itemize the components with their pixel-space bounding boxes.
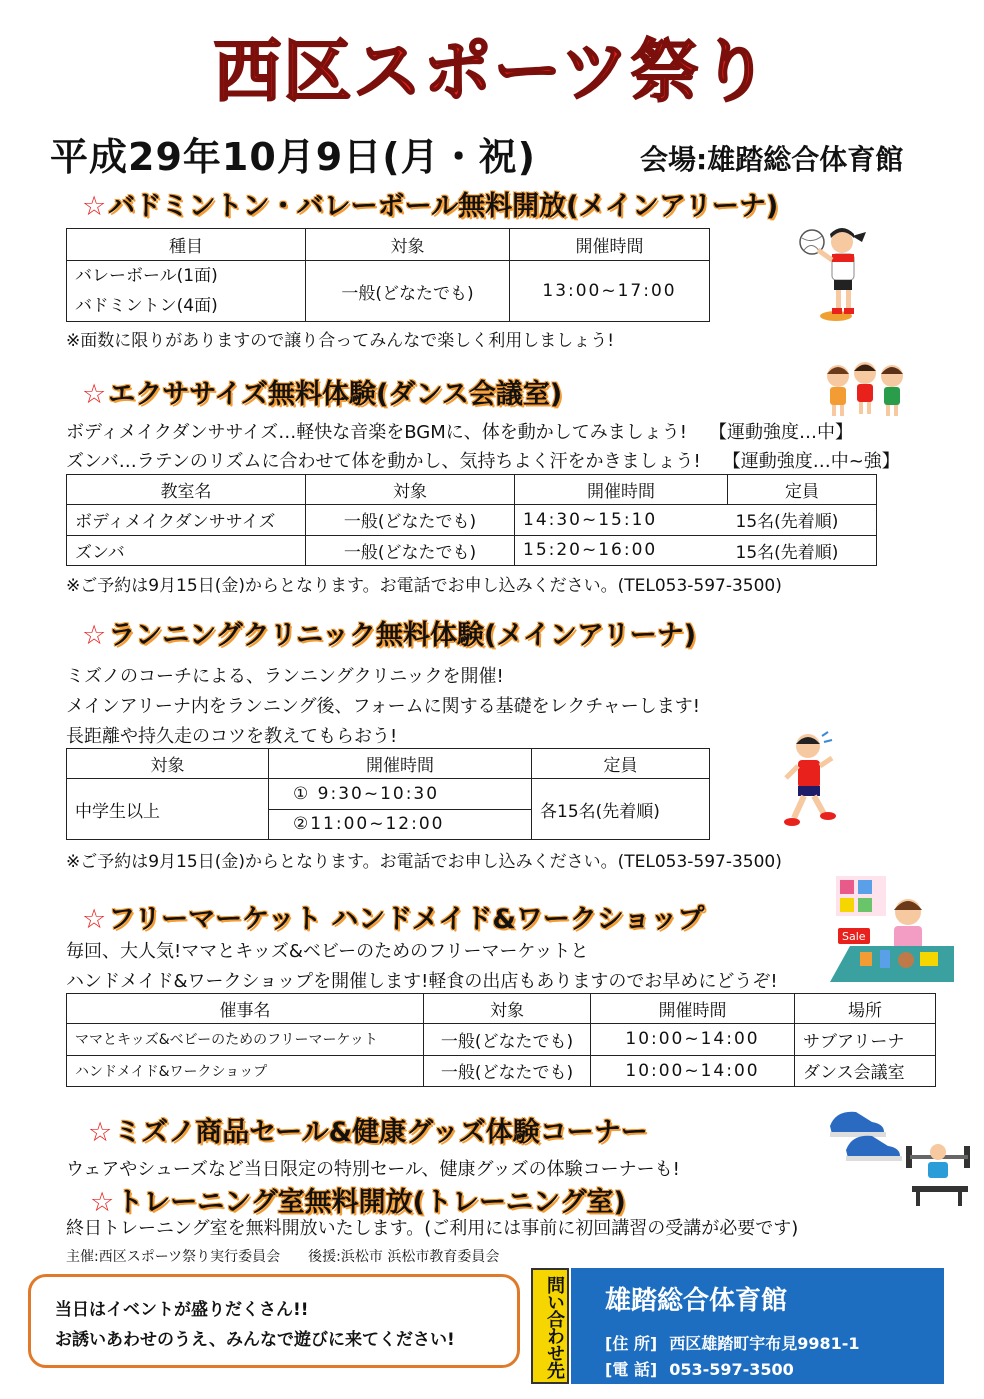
section-heading-running [82, 613, 696, 652]
table-header: 対象 [306, 229, 510, 261]
table-cell-target: 中学生以上 [67, 779, 269, 840]
section-heading-mizuno-sale [88, 1110, 648, 1149]
table-cell: 一般(どなたでも) [424, 1055, 591, 1087]
table-cell-capacity: 各15名(先着順) [532, 779, 710, 840]
table-header: 対象 [306, 475, 515, 505]
training-room-desc: 終日トレーニング室を無料開放いたします。(ご利用には事前に初回講習の受講が必要です) [66, 1218, 799, 1239]
contact-phone-row [605, 1357, 944, 1383]
star-icon: ☆ [88, 1117, 113, 1148]
sale-sign-text: Sale [842, 930, 866, 943]
table-cell-target: 一般(どなたでも) [306, 261, 510, 322]
contact-address-row [605, 1331, 944, 1357]
desc-text: ズンバ…ラテンのリズムに合わせて体を動かし、気持ちよく汗をかきましょう! [66, 451, 701, 472]
mizuno-sale-desc: ウェアやシューズなど当日限定の特別セール、健康グッズの体験コーナーも! [66, 1159, 680, 1180]
running-desc-2: メインアリーナ内をランニング後、フォームに関する基礎をレクチャーします! [66, 696, 700, 717]
star-icon: ☆ [90, 1187, 115, 1218]
table-cell: 15名(先着順) [728, 505, 877, 536]
table-header: 開催時間 [515, 475, 728, 505]
star-icon: ☆ [82, 191, 107, 222]
section-heading-text: トレーニング室無料開放(トレーニング室) [116, 1187, 626, 1218]
exercise-desc-2 [66, 447, 900, 473]
table-cell: 10:00~14:00 [591, 1024, 795, 1056]
running-desc-1: ミズノのコーチによる、ランニングクリニックを開催! [66, 666, 504, 687]
section-heading-text: ランニングクリニック無料体験(メインアリーナ) [108, 620, 697, 651]
page-title: 西区スポーツ祭り [213, 33, 771, 112]
table-cell: 一般(どなたでも) [306, 505, 515, 536]
table-header: 対象 [424, 994, 591, 1024]
table-cell-time: ②11:00~12:00 [269, 809, 532, 840]
phone-label: [電 話] [605, 1360, 658, 1379]
sport-name: バレーボール(1面) [75, 266, 218, 286]
intensity-tag: 【運動強度…中~強】 [722, 451, 900, 472]
table-cell: 一般(どなたでも) [306, 535, 515, 566]
star-icon: ☆ [82, 379, 107, 410]
weightlifting-illustration [902, 1138, 976, 1208]
runner-illustration [778, 730, 842, 830]
table-header: 開催時間 [591, 994, 795, 1024]
table-row [67, 505, 877, 536]
volleyball-player-illustration [796, 220, 876, 324]
section-heading-exercise [82, 372, 562, 411]
table-header: 催事名 [67, 994, 424, 1024]
table-header: 種目 [67, 229, 306, 261]
table-row [67, 1024, 936, 1056]
dancing-kids-illustration [822, 360, 908, 418]
address-value: 西区雄踏町宇布見9981-1 [669, 1334, 860, 1353]
section-heading-text: フリーマーケット ハンドメイド&ワークショップ [108, 904, 705, 935]
reservation-note: ※ご予約は9月15日(金)からとなります。お電話でお申し込みください。(TEL053-597-3500) [66, 576, 782, 596]
event-venue: 会場:雄踏総合体育館 [640, 143, 904, 176]
callout-line: 当日はイベントが盛りだくさん!! [55, 1300, 309, 1320]
running-desc-3: 長距離や持久走のコツを教えてもらおう! [66, 726, 398, 747]
phone-value[interactable]: 053-597-3500 [669, 1360, 794, 1379]
event-date: 平成29年10月9日(月・祝) [50, 135, 536, 179]
support-text: 後援:浜松市 浜松市教育委員会 [308, 1249, 500, 1265]
sport-name: バドミントン(4面) [75, 296, 218, 316]
callout-line: お誘いあわせのうえ、みんなで遊びに来てください! [55, 1330, 455, 1350]
exercise-desc-1 [66, 418, 853, 444]
section-heading-flea-market [82, 897, 704, 936]
running-table [66, 748, 710, 840]
flea-market-desc-1: 毎回、大人気!ママとキッズ&ベビーのためのフリーマーケットと [66, 941, 589, 962]
table-cell: サブアリーナ [795, 1024, 936, 1056]
desc-text: ボディメイクダンササイズ…軽快な音楽をBGMに、体を動かしてみましょう! [66, 422, 687, 443]
star-icon: ☆ [82, 620, 107, 651]
table-cell: 15名(先着順) [728, 535, 877, 566]
reservation-note: ※ご予約は9月15日(金)からとなります。お電話でお申し込みください。(TEL053-597-3500) [66, 852, 782, 872]
table-cell-sports [67, 261, 306, 322]
table-header: 定員 [728, 475, 877, 505]
table-header: 対象 [67, 749, 269, 779]
star-icon: ☆ [82, 904, 107, 935]
table-cell: ハンドメイド&ワークショップ [67, 1055, 424, 1087]
shoes-illustration [826, 1104, 906, 1168]
organizer-text: 主催:西区スポーツ祭り実行委員会 [66, 1249, 281, 1265]
intensity-tag: 【運動強度…中】 [708, 422, 853, 443]
section-heading-text: ミズノ商品セール&健康グッズ体験コーナー [114, 1117, 648, 1148]
table-header: 開催時間 [269, 749, 532, 779]
contact-box [571, 1268, 944, 1384]
table-cell: ダンス会議室 [795, 1055, 936, 1087]
note-share: ※面数に限りがありますので譲り合ってみんなで楽しく利用しましょう! [66, 331, 615, 351]
table-header: 教室名 [67, 475, 306, 505]
exercise-table [66, 474, 877, 566]
table-cell-time: ① 9:30~10:30 [269, 779, 532, 810]
organizer-line [66, 1246, 499, 1266]
table-cell: ママとキッズ&ベビーのためのフリーマーケット [67, 1024, 424, 1056]
badminton-table [66, 228, 710, 322]
contact-name: 雄踏総合体育館 [605, 1286, 788, 1316]
table-cell: 15:20~16:00 [515, 535, 728, 566]
flea-market-desc-2: ハンドメイド&ワークショップを開催します!軽食の出店もありますのでお早めにどうぞ! [66, 971, 778, 992]
section-heading-text: バドミントン・バレーボール無料開放(メインアリーナ) [108, 191, 779, 222]
table-cell: 10:00~14:00 [591, 1055, 795, 1087]
event-callout-box [28, 1274, 520, 1368]
table-cell: 一般(どなたでも) [424, 1024, 591, 1056]
section-heading-text: エクササイズ無料体験(ダンス会議室) [108, 379, 563, 410]
section-heading-badminton-volleyball [82, 184, 778, 223]
table-cell-time: 13:00~17:00 [510, 261, 710, 322]
flea-market-table [66, 993, 936, 1087]
table-cell: 14:30~15:10 [515, 505, 728, 536]
contact-label: 問い合わせ先 [531, 1268, 569, 1384]
table-header: 場所 [795, 994, 936, 1024]
table-header: 定員 [532, 749, 710, 779]
table-row [67, 535, 877, 566]
flea-market-illustration [830, 872, 954, 982]
table-row [67, 1055, 936, 1087]
address-label: [住 所] [605, 1334, 658, 1353]
table-cell: ボディメイクダンササイズ [67, 505, 306, 536]
table-header: 開催時間 [510, 229, 710, 261]
table-cell: ズンバ [67, 535, 306, 566]
